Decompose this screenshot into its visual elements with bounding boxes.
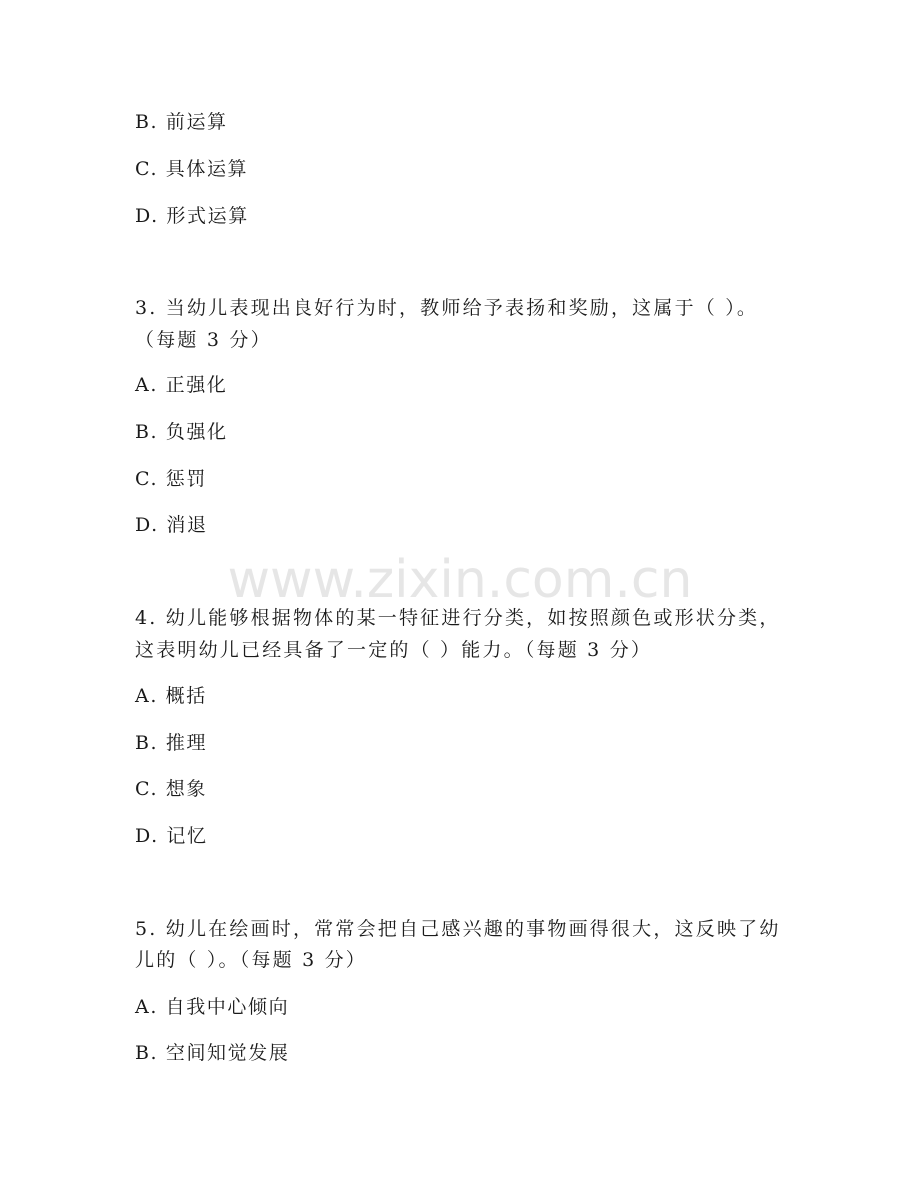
q5-stem-line2: 儿的（ ）。（每题 3 分） (135, 949, 368, 971)
q4-option-c: C. 想象 (135, 778, 207, 800)
q3-option-b: B. 负强化 (135, 421, 228, 443)
q5-stem-line1: 5. 幼儿在绘画时，常常会把自己感兴趣的事物画得很大，这反映了幼 (135, 918, 781, 940)
q4-stem-line2: 这表明幼儿已经具备了一定的（ ）能力。（每题 3 分） (135, 639, 653, 661)
q3-option-d: D. 消退 (135, 514, 208, 536)
q2-option-b: B. 前运算 (135, 111, 228, 133)
q4-stem-line1: 4. 幼儿能够根据物体的某一特征进行分类，如按照颜色或形状分类， (135, 607, 781, 629)
q3-stem-line2: （每题 3 分） (135, 329, 272, 351)
watermark: www.zixin.com.cn (227, 550, 693, 610)
q5-option-b: B. 空间知觉发展 (135, 1042, 290, 1064)
q4-option-b: B. 推理 (135, 732, 208, 754)
q3-option-c: C. 惩罚 (135, 468, 207, 490)
q5-option-a: A. 自我中心倾向 (135, 996, 290, 1018)
q4-option-a: A. 概括 (135, 685, 207, 707)
q3-option-a: A. 正强化 (135, 374, 228, 396)
q4-option-d: D. 记忆 (135, 825, 208, 847)
q3-stem-line1: 3. 当幼儿表现出良好行为时，教师给予表扬和奖励，这属于（ ）。 (135, 297, 759, 319)
q2-option-c: C. 具体运算 (135, 158, 249, 180)
q2-option-d: D. 形式运算 (135, 205, 249, 227)
